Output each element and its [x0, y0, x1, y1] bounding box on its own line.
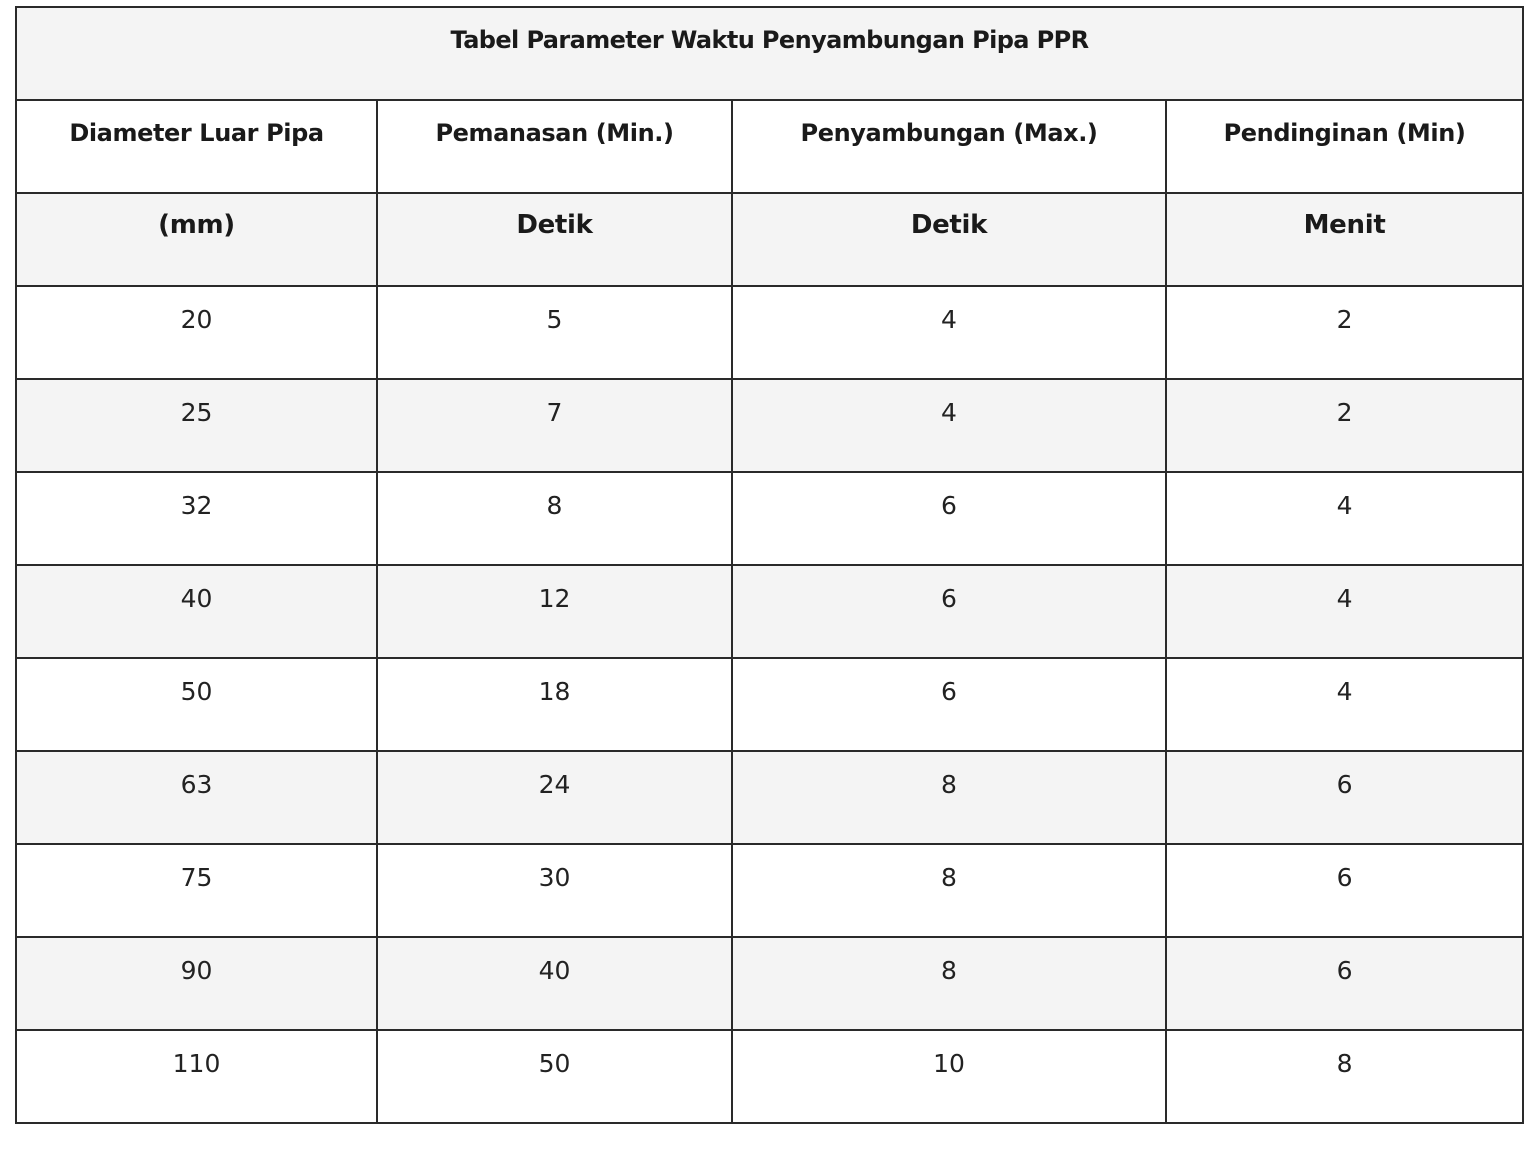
- cell-cooling: 6: [1166, 844, 1523, 937]
- header-row-labels: [16, 100, 1523, 193]
- cell-joining: 10: [732, 1030, 1166, 1123]
- ppr-parameter-table: [15, 6, 1524, 1124]
- cell-joining: 6: [732, 472, 1166, 565]
- cell-heating: 24: [377, 751, 732, 844]
- cell-joining: 6: [732, 658, 1166, 751]
- cell-cooling: 4: [1166, 565, 1523, 658]
- cell-cooling: 2: [1166, 286, 1523, 379]
- unit-outer-diameter: (mm): [16, 193, 377, 286]
- cell-diameter: 90: [16, 937, 377, 1030]
- header-outer-diameter: Diameter Luar Pipa: [16, 100, 377, 193]
- cell-joining: 8: [732, 844, 1166, 937]
- table-row: [16, 844, 1523, 937]
- table-row: [16, 286, 1523, 379]
- cell-diameter: 32: [16, 472, 377, 565]
- cell-diameter: 110: [16, 1030, 377, 1123]
- cell-diameter: 63: [16, 751, 377, 844]
- cell-heating: 5: [377, 286, 732, 379]
- header-row-units: [16, 193, 1523, 286]
- cell-heating: 40: [377, 937, 732, 1030]
- cell-heating: 50: [377, 1030, 732, 1123]
- cell-cooling: 4: [1166, 658, 1523, 751]
- table-row: [16, 565, 1523, 658]
- header-cooling: Pendinginan (Min): [1166, 100, 1523, 193]
- cell-joining: 4: [732, 286, 1166, 379]
- ppr-parameter-table-container: [15, 6, 1522, 1124]
- unit-joining: Detik: [732, 193, 1166, 286]
- unit-heating: Detik: [377, 193, 732, 286]
- cell-joining: 6: [732, 565, 1166, 658]
- header-joining: Penyambungan (Max.): [732, 100, 1166, 193]
- cell-heating: 30: [377, 844, 732, 937]
- cell-joining: 4: [732, 379, 1166, 472]
- table-title: Tabel Parameter Waktu Penyambungan Pipa PPR: [16, 7, 1523, 100]
- cell-cooling: 8: [1166, 1030, 1523, 1123]
- table-row: [16, 658, 1523, 751]
- table-row: [16, 937, 1523, 1030]
- table-row: [16, 472, 1523, 565]
- table-title-row: [16, 7, 1523, 100]
- cell-heating: 8: [377, 472, 732, 565]
- cell-heating: 18: [377, 658, 732, 751]
- cell-diameter: 25: [16, 379, 377, 472]
- unit-cooling: Menit: [1166, 193, 1523, 286]
- cell-cooling: 6: [1166, 751, 1523, 844]
- cell-cooling: 6: [1166, 937, 1523, 1030]
- table-row: [16, 1030, 1523, 1123]
- cell-joining: 8: [732, 751, 1166, 844]
- cell-joining: 8: [732, 937, 1166, 1030]
- table-row: [16, 379, 1523, 472]
- cell-cooling: 2: [1166, 379, 1523, 472]
- header-heating: Pemanasan (Min.): [377, 100, 732, 193]
- cell-diameter: 50: [16, 658, 377, 751]
- cell-cooling: 4: [1166, 472, 1523, 565]
- cell-diameter: 75: [16, 844, 377, 937]
- cell-heating: 7: [377, 379, 732, 472]
- cell-diameter: 40: [16, 565, 377, 658]
- cell-diameter: 20: [16, 286, 377, 379]
- table-row: [16, 751, 1523, 844]
- cell-heating: 12: [377, 565, 732, 658]
